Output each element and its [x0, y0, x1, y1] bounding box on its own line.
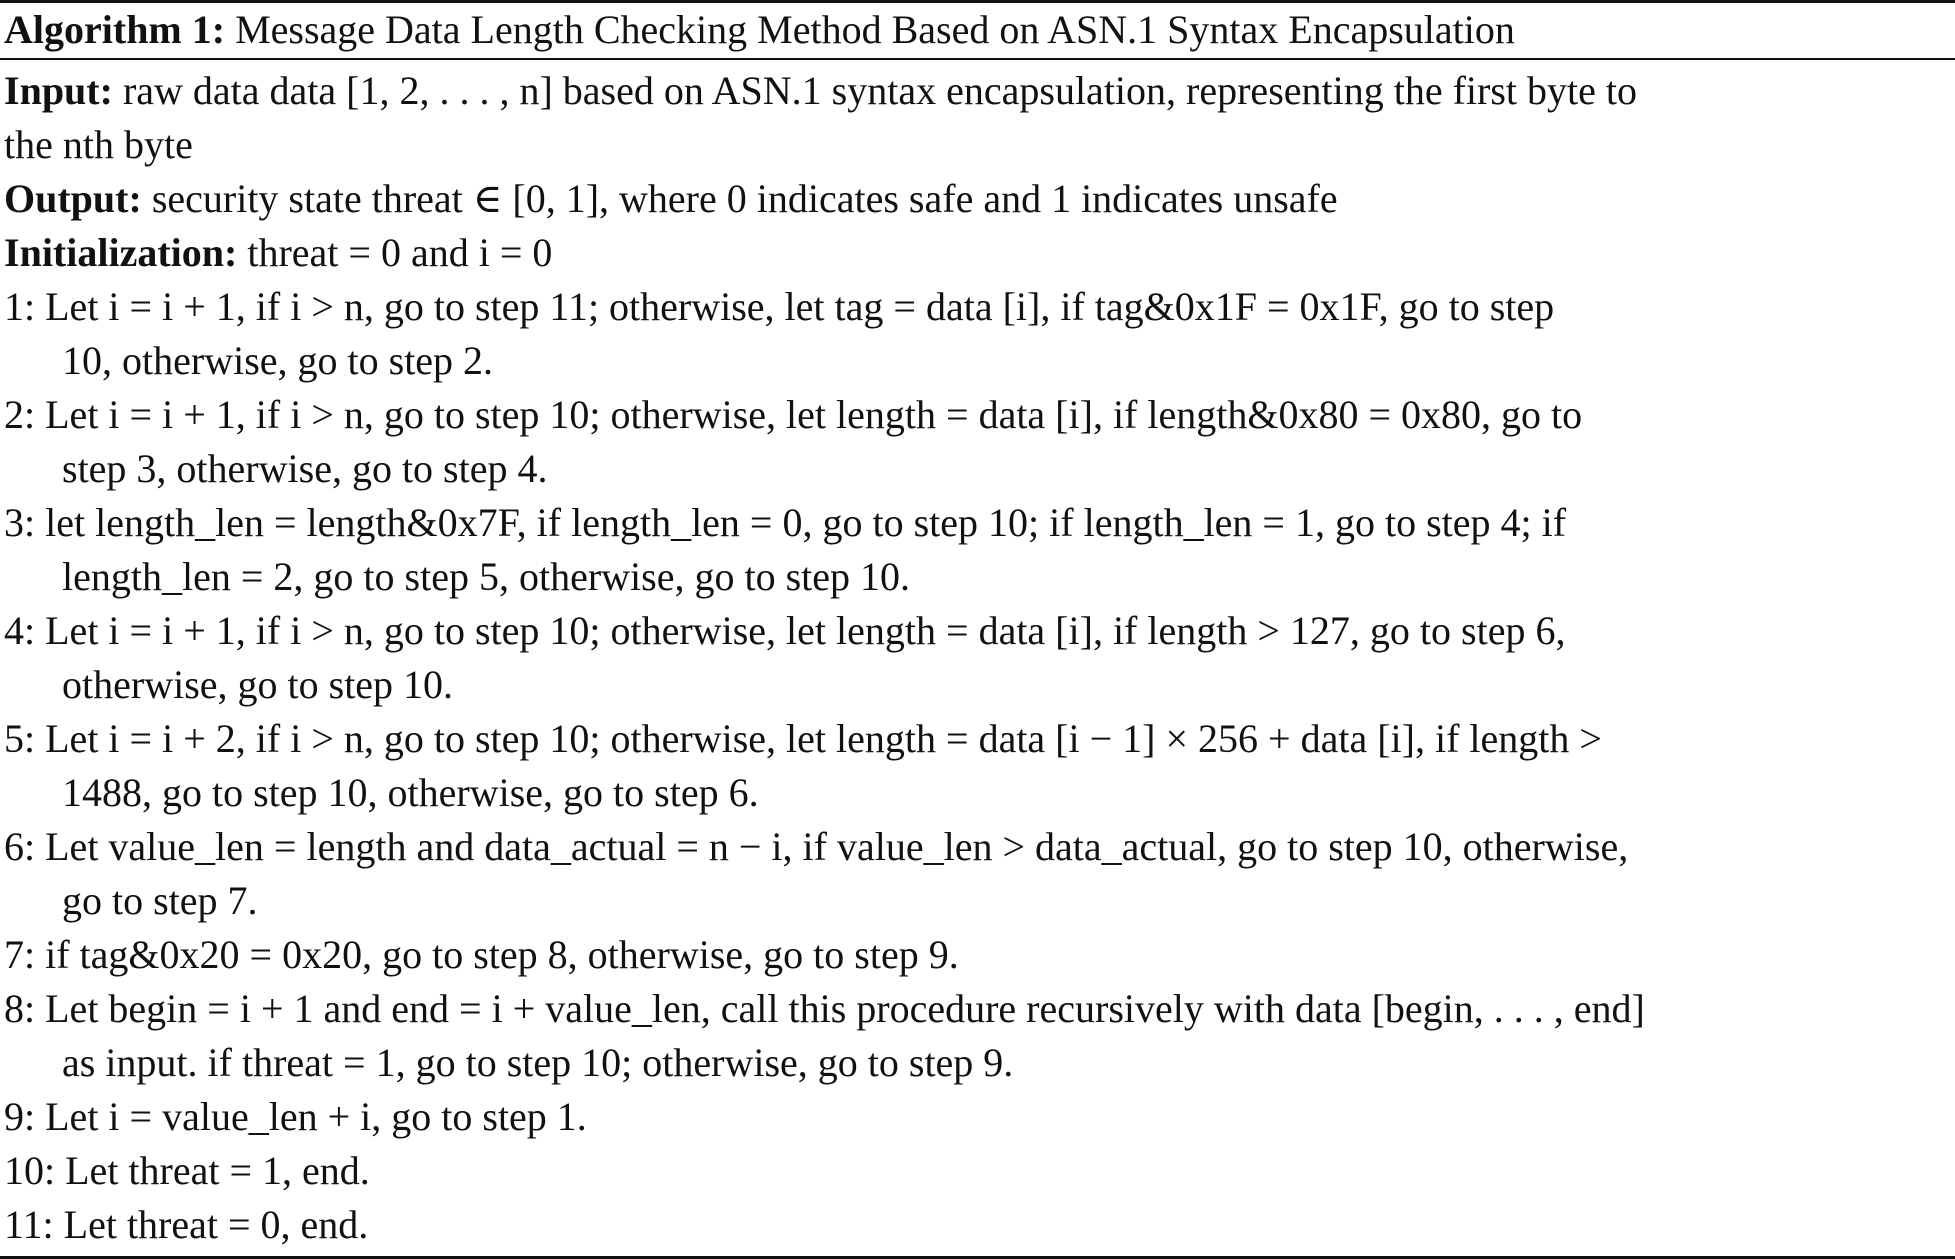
- input-label: Input:: [4, 68, 113, 113]
- output-text: security state threat ∈ [0, 1], where 0 indicates safe and 1 indicates unsafe: [151, 176, 1338, 221]
- algorithm-body: [4, 64, 1952, 1252]
- step-3-cont: [4, 550, 1952, 604]
- step-text-cont: 1488, go to step 10, otherwise, go to step 6.: [62, 770, 759, 815]
- step-5-cont: [4, 766, 1952, 820]
- output-label: Output:: [4, 176, 142, 221]
- algorithm-title: [4, 6, 1515, 54]
- step-text: let length_len = length&0x7F, if length_len = 0, go to step 10; if length_len = 1, go to step 4; if: [45, 500, 1567, 545]
- init-line: [4, 226, 1952, 280]
- step-text: Let value_len = length and data_actual = n − i, if value_len > data_actual, go to step 10, otherwise,: [45, 824, 1629, 869]
- step-number: 2:: [4, 392, 36, 437]
- step-text: Let i = i + 1, if i > n, go to step 10; otherwise, let length = data [i], if length > 127, go to step 6,: [45, 608, 1566, 653]
- step-number: 1:: [4, 284, 36, 329]
- step-text: Let i = i + 2, if i > n, go to step 10; otherwise, let length = data [i − 1] × 256 + data [i], if length >: [45, 716, 1602, 761]
- step-2-cont: [4, 442, 1952, 496]
- step-text-cont: otherwise, go to step 10.: [62, 662, 454, 707]
- step-number: 6:: [4, 824, 36, 869]
- step-text: Let begin = i + 1 and end = i + value_len, call this procedure recursively with data [begin, . . . , end]: [45, 986, 1645, 1031]
- input-line: [4, 64, 1952, 118]
- step-text: Let i = value_len + i, go to step 1.: [45, 1094, 587, 1139]
- output-line: [4, 172, 1952, 226]
- step-number: 11:: [4, 1202, 54, 1247]
- init-text: threat = 0 and i = 0: [247, 230, 553, 275]
- step-text-cont: step 3, otherwise, go to step 4.: [62, 446, 548, 491]
- step-text-cont: 10, otherwise, go to step 2.: [62, 338, 494, 383]
- step-text-cont: go to step 7.: [62, 878, 258, 923]
- step-4: [4, 604, 1952, 658]
- input-text-1: raw data data [1, 2, . . . , n] based on ASN.1 syntax encapsulation, representing the first byte to: [122, 68, 1638, 113]
- step-text: Let threat = 1, end.: [65, 1148, 370, 1193]
- step-text: Let i = i + 1, if i > n, go to step 11; otherwise, let tag = data [i], if tag&0x1F = 0x1F, go to step: [45, 284, 1555, 329]
- top-rule: [0, 0, 1955, 3]
- step-number: 9:: [4, 1094, 36, 1139]
- input-text-2: the nth byte: [4, 122, 193, 167]
- step-4-cont: [4, 658, 1952, 712]
- step-number: 10:: [4, 1148, 56, 1193]
- step-10: [4, 1144, 1952, 1198]
- step-number: 4:: [4, 608, 36, 653]
- step-1: [4, 280, 1952, 334]
- step-3: [4, 496, 1952, 550]
- step-6-cont: [4, 874, 1952, 928]
- step-number: 3:: [4, 500, 36, 545]
- step-9: [4, 1090, 1952, 1144]
- step-text-cont: length_len = 2, go to step 5, otherwise, go to step 10.: [62, 554, 911, 599]
- step-8: [4, 982, 1952, 1036]
- step-number: 5:: [4, 716, 36, 761]
- step-8-cont: [4, 1036, 1952, 1090]
- algorithm-title-text: Message Data Length Checking Method Based on ASN.1 Syntax Encapsulation: [235, 7, 1515, 52]
- step-number: 7:: [4, 932, 36, 977]
- init-label: Initialization:: [4, 230, 238, 275]
- step-number: 8:: [4, 986, 36, 1031]
- algorithm-label: Algorithm 1:: [4, 7, 226, 52]
- step-2: [4, 388, 1952, 442]
- step-11: [4, 1198, 1952, 1252]
- step-text-cont: as input. if threat = 1, go to step 10; otherwise, go to step 9.: [62, 1040, 1014, 1085]
- step-text: Let i = i + 1, if i > n, go to step 10; otherwise, let length = data [i], if length&0x80 = 0x80, go to: [45, 392, 1583, 437]
- header-rule: [0, 58, 1955, 60]
- step-text: Let threat = 0, end.: [63, 1202, 369, 1247]
- step-6: [4, 820, 1952, 874]
- step-1-cont: [4, 334, 1952, 388]
- input-line-cont: [4, 118, 1952, 172]
- step-text: if tag&0x20 = 0x20, go to step 8, otherwise, go to step 9.: [45, 932, 959, 977]
- step-7: [4, 928, 1952, 982]
- step-5: [4, 712, 1952, 766]
